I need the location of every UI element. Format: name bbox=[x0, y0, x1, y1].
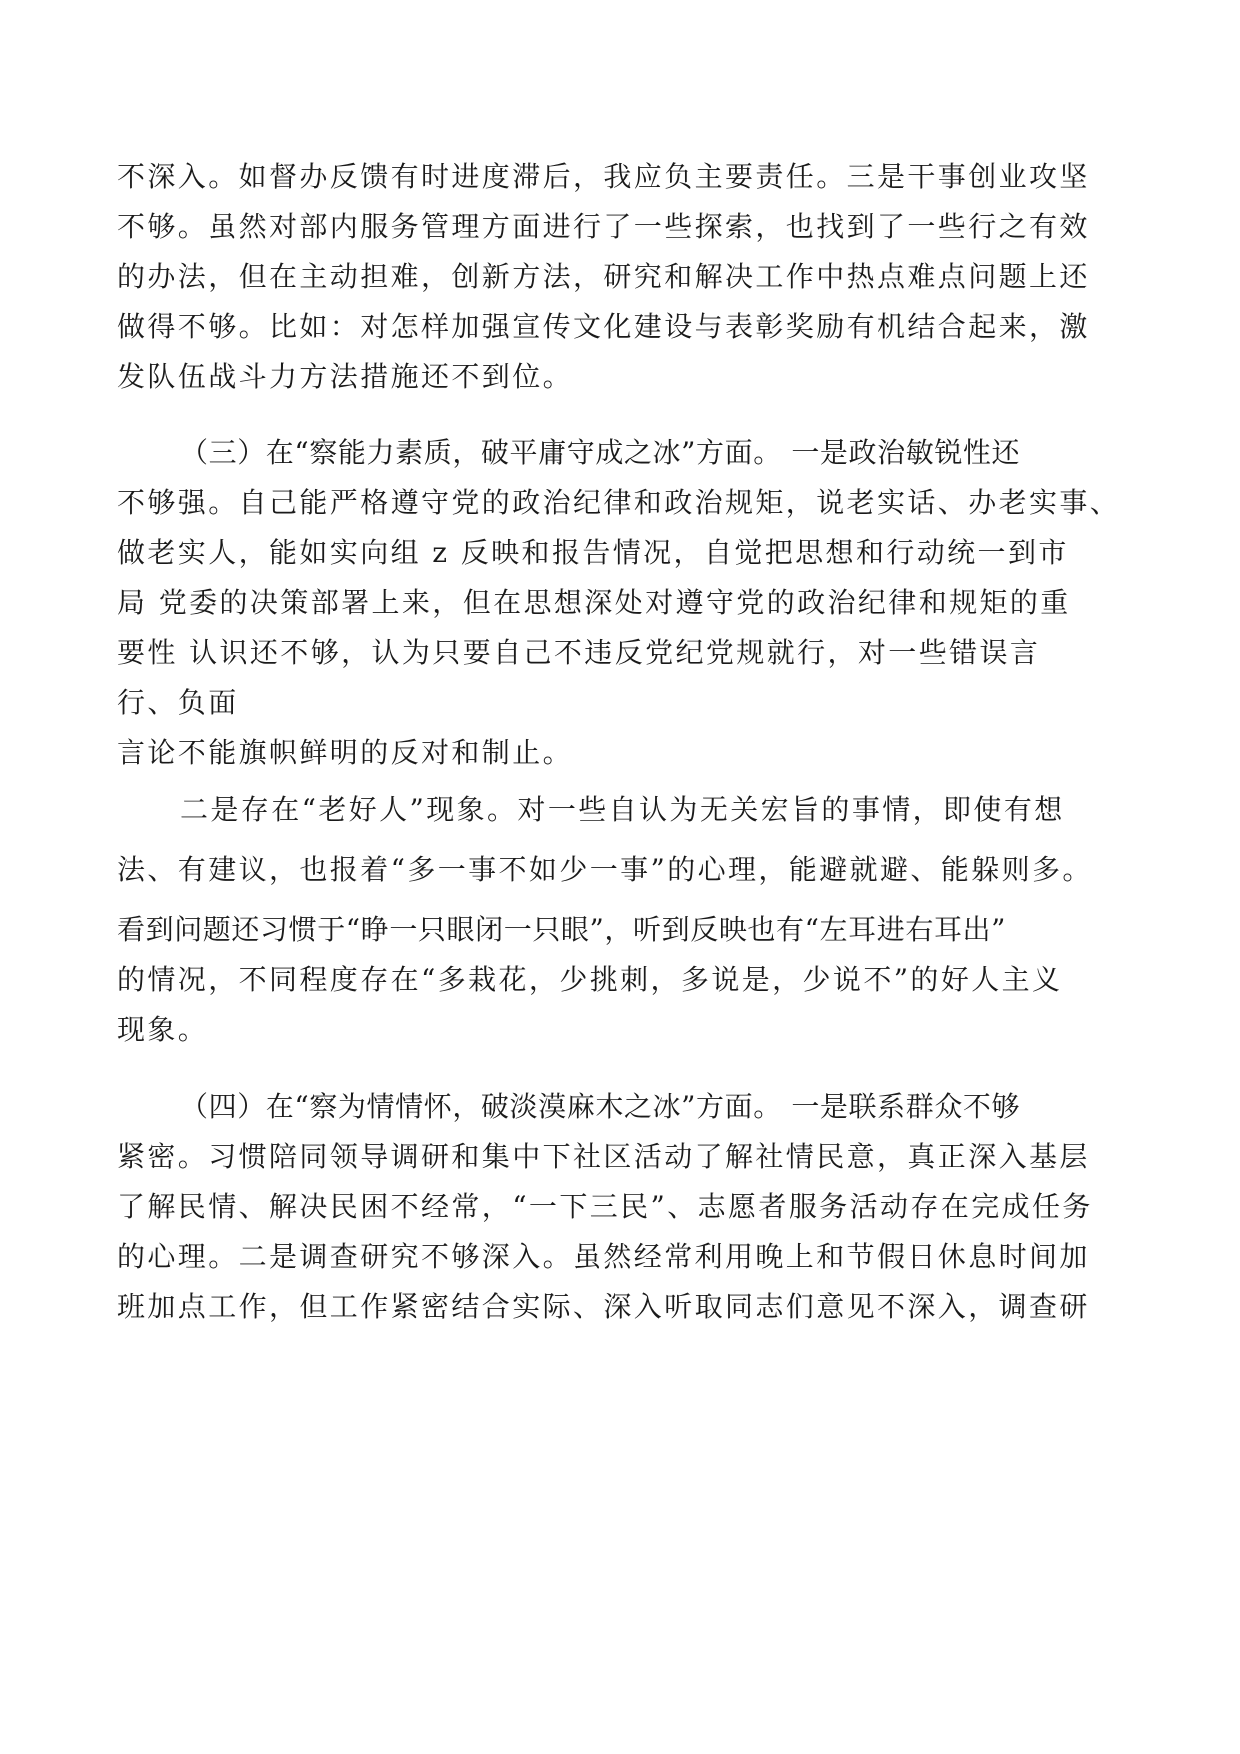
text-line: 不深入。如督办反馈有时进度滞后，我应负主要责任。三是干事创业攻坚 bbox=[117, 160, 1090, 193]
text-line: 班加点工作，但工作紧密结合实际、深入听取同志们意见不深入，调查研 bbox=[117, 1290, 1090, 1323]
text-line: 不够。虽然对部内服务管理方面进行了一些探索，也找到了一些行之有效 bbox=[117, 210, 1090, 243]
text-line: 二是存在“老好人”现象。对一些自认为无关宏旨的事情，即使有想 bbox=[180, 793, 1065, 826]
text-line: 了解民情、解决民困不经常，“一下三民”、志愿者服务活动存在完成任务 bbox=[117, 1190, 1093, 1223]
text-line: 发队伍战斗力方法措施还不到位。 bbox=[117, 360, 574, 393]
text-line: 法、有建议，也报着“多一事不如少一事”的心理，能避就避、能躲则多。 bbox=[117, 853, 1093, 886]
text-line: 言论不能旗帜鲜明的反对和制止。 bbox=[117, 736, 574, 769]
text-line: 行、负面 bbox=[117, 686, 239, 719]
text-line: 不够强。自己能严格遵守党的政治纪律和政治规矩，说老实话、办老实事、 bbox=[117, 486, 1121, 519]
text-line: 局 党委的决策部署上来，但在思想深处对遵守党的政治纪律和规矩的重 bbox=[117, 586, 1071, 619]
text-line: 的心理。二是调查研究不够深入。虽然经常利用晚上和节假日休息时间加 bbox=[117, 1240, 1090, 1273]
text-line: 现象。 bbox=[117, 1013, 209, 1046]
text-line: 做老实人，能如实向组 z 反映和报告情况，自觉把思想和行动统一到市 bbox=[117, 536, 1069, 569]
text-line: 的情况，不同程度存在“多栽花，少挑刺，多说是，少说不”的好人主义 bbox=[117, 963, 1063, 996]
text-line: 的办法，但在主动担难，创新方法，研究和解决工作中热点难点问题上还 bbox=[117, 260, 1090, 293]
section-heading-4: （四）在“察为情情怀，破淡漠麻木之冰”方面。 一是联系群众不够 bbox=[180, 1090, 1021, 1123]
text-line: 做得不够。比如：对怎样加强宣传文化建设与表彰奖励有机结合起来，激 bbox=[117, 310, 1090, 343]
text-line: 看到问题还习惯于“睁一只眼闭一只眼”，听到反映也有“左耳进右耳出” bbox=[117, 913, 1007, 946]
text-line: 要性 认识还不够，认为只要自己不违反党纪党规就行，对一些错误言 bbox=[117, 636, 1041, 669]
text-line: 紧密。习惯陪同领导调研和集中下社区活动了解社情民意，真正深入基层 bbox=[117, 1140, 1090, 1173]
section-heading-3: （三）在“察能力素质，破平庸守成之冰”方面。 一是政治敏锐性还 bbox=[180, 436, 1021, 469]
